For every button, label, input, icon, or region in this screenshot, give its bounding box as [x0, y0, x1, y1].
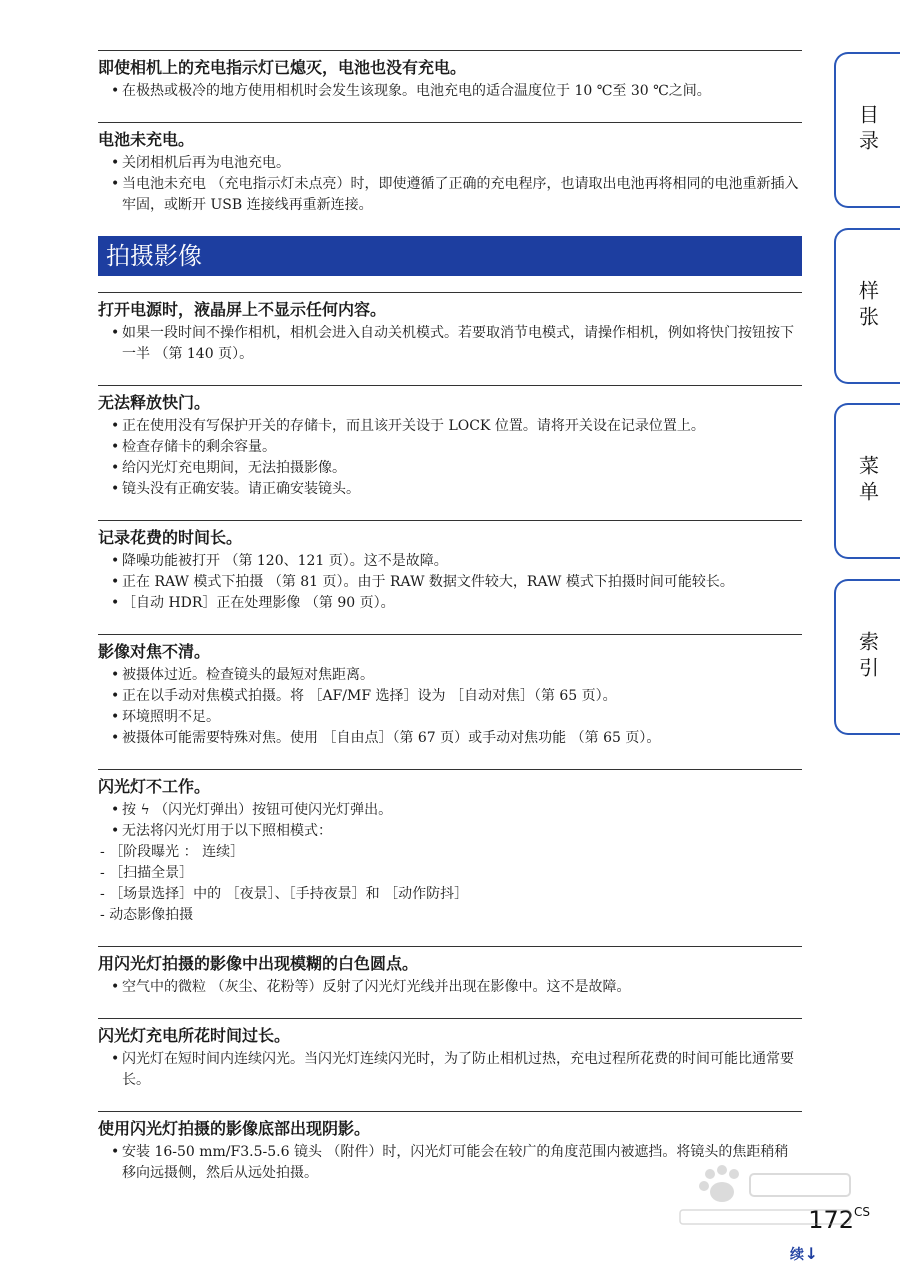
list-item: • 在极热或极冷的地方使用相机时会发生该现象。电池充电的适合温度位于 10 ℃至 30 ℃之间。: [122, 81, 802, 102]
list-item: • 按 ϟ （闪光灯弹出）按钮可使闪光灯弹出。: [122, 800, 802, 821]
side-tab-label: 索引: [855, 631, 880, 683]
list-item: • 降噪功能被打开 （第 120、121 页）。这不是故障。: [122, 551, 802, 572]
list-item: • 正在 RAW 模式下拍摄 （第 81 页）。由于 RAW 数据文件较大，RAW 模式下拍摄时间可能较长。: [122, 572, 802, 593]
faq-section: [98, 520, 802, 614]
section-title: 闪光灯充电所花时间过长。: [98, 1026, 291, 1045]
page-content: [98, 50, 802, 1204]
item-list: [98, 1049, 802, 1091]
list-item: • 镜头没有正确安装。请正确安装镜头。: [122, 479, 802, 500]
list-item: • 无法将闪光灯用于以下照相模式：: [122, 821, 802, 842]
faq-section: [98, 50, 802, 102]
list-item: • 当电池未充电 （充电指示灯未点亮）时，即使遵循了正确的充电程序，也请取出电池再将相同的电池重新插入牢固，或断开 USB 连接线再重新连接。: [122, 174, 802, 216]
section-title: 闪光灯不工作。: [98, 777, 211, 796]
item-list: [98, 665, 802, 749]
sub-list-item: - ［阶段曝光 ： 连续］: [100, 842, 802, 863]
list-item: • 被摄体可能需要特殊对焦。使用 ［自由点］（第 67 页）或手动对焦功能 （第 65 页）。: [122, 728, 802, 749]
faq-section: [98, 292, 802, 365]
list-item: • 闪光灯在短时间内连续闪光。当闪光灯连续闪光时，为了防止相机过热，充电过程所花费的时间可能比通常要长。: [122, 1049, 802, 1091]
sub-list-item: - ［场景选择］中的 ［夜景］、［手持夜景］和 ［动作防抖］: [100, 884, 802, 905]
item-list: [98, 551, 802, 614]
list-item: • 安装 16-50 mm/F3.5-5.6 镜头 （附件）时，闪光灯可能会在较广的角度范围内被遮挡。将镜头的焦距稍稍移向远摄侧，然后从远处拍摄。: [122, 1142, 802, 1184]
page-number-suffix: CS: [854, 1205, 870, 1219]
faq-section: [98, 1111, 802, 1184]
item-list: [98, 81, 802, 102]
section-title: 使用闪光灯拍摄的影像底部出现阴影。: [98, 1119, 371, 1138]
item-list: [98, 323, 802, 365]
faq-section: [98, 122, 802, 216]
sub-list-item: - ［扫描全景］: [100, 863, 802, 884]
list-item: • 检查存储卡的剩余容量。: [122, 437, 802, 458]
chapter-heading: 拍摄影像: [98, 236, 802, 276]
faq-section: [98, 634, 802, 749]
faq-section: [98, 1018, 802, 1091]
item-list: [98, 153, 802, 216]
section-title: 电池未充电。: [98, 130, 195, 149]
page-number: [808, 1205, 870, 1234]
faq-section: [98, 769, 802, 926]
item-list: [98, 416, 802, 500]
item-list: [98, 1142, 802, 1184]
list-item: • 关闭相机后再为电池充电。: [122, 153, 802, 174]
continued-label: 续: [790, 1247, 804, 1263]
section-title: 影像对焦不清。: [98, 642, 211, 661]
side-tab[interactable]: [834, 579, 900, 735]
list-item: • 给闪光灯充电期间，无法拍摄影像。: [122, 458, 802, 479]
section-title: 打开电源时，液晶屏上不显示任何内容。: [98, 300, 387, 319]
faq-section: [98, 946, 802, 998]
section-title: 用闪光灯拍摄的影像中出现模糊的白色圆点。: [98, 954, 419, 973]
list-item: • 空气中的微粒 （灰尘、花粉等）反射了闪光灯光线并出现在影像中。这不是故障。: [122, 977, 802, 998]
item-list: [98, 800, 802, 926]
list-item: • 正在使用没有写保护开关的存储卡，而且该开关设于 LOCK 位置。请将开关设在记录位置上。: [122, 416, 802, 437]
list-item: • 环境照明不足。: [122, 707, 802, 728]
list-item: • 正在以手动对焦模式拍摄。将 ［AF/MF 选择］设为 ［自动对焦］（第 65 页）。: [122, 686, 802, 707]
page-number-value: 172: [808, 1206, 854, 1234]
side-tab-label: 菜单: [855, 455, 880, 507]
top-sections: [98, 50, 802, 216]
side-tab-label: 样张: [855, 280, 880, 332]
down-arrow-icon: ↓: [804, 1244, 818, 1263]
list-item: • ［自动 HDR］正在处理影像 （第 90 页）。: [122, 593, 802, 614]
item-list: [98, 977, 802, 998]
side-tab[interactable]: [834, 228, 900, 384]
continued-link[interactable]: [790, 1244, 818, 1264]
section-title: 记录花费的时间长。: [98, 528, 243, 547]
list-item: • 被摄体过近。检查镜头的最短对焦距离。: [122, 665, 802, 686]
section-title: 无法释放快门。: [98, 393, 211, 412]
list-item: • 如果一段时间不操作相机，相机会进入自动关机模式。若要取消节电模式，请操作相机，例如将快门按钮按下一半 （第 140 页）。: [122, 323, 802, 365]
side-tab-label: 目录: [855, 104, 880, 156]
side-tab[interactable]: [834, 52, 900, 208]
faq-section: [98, 385, 802, 500]
main-sections: [98, 292, 802, 1184]
side-tab[interactable]: [834, 403, 900, 559]
section-title: 即使相机上的充电指示灯已熄灭，电池也没有充电。: [98, 58, 467, 77]
sub-list-item: - 动态影像拍摄: [100, 905, 802, 926]
